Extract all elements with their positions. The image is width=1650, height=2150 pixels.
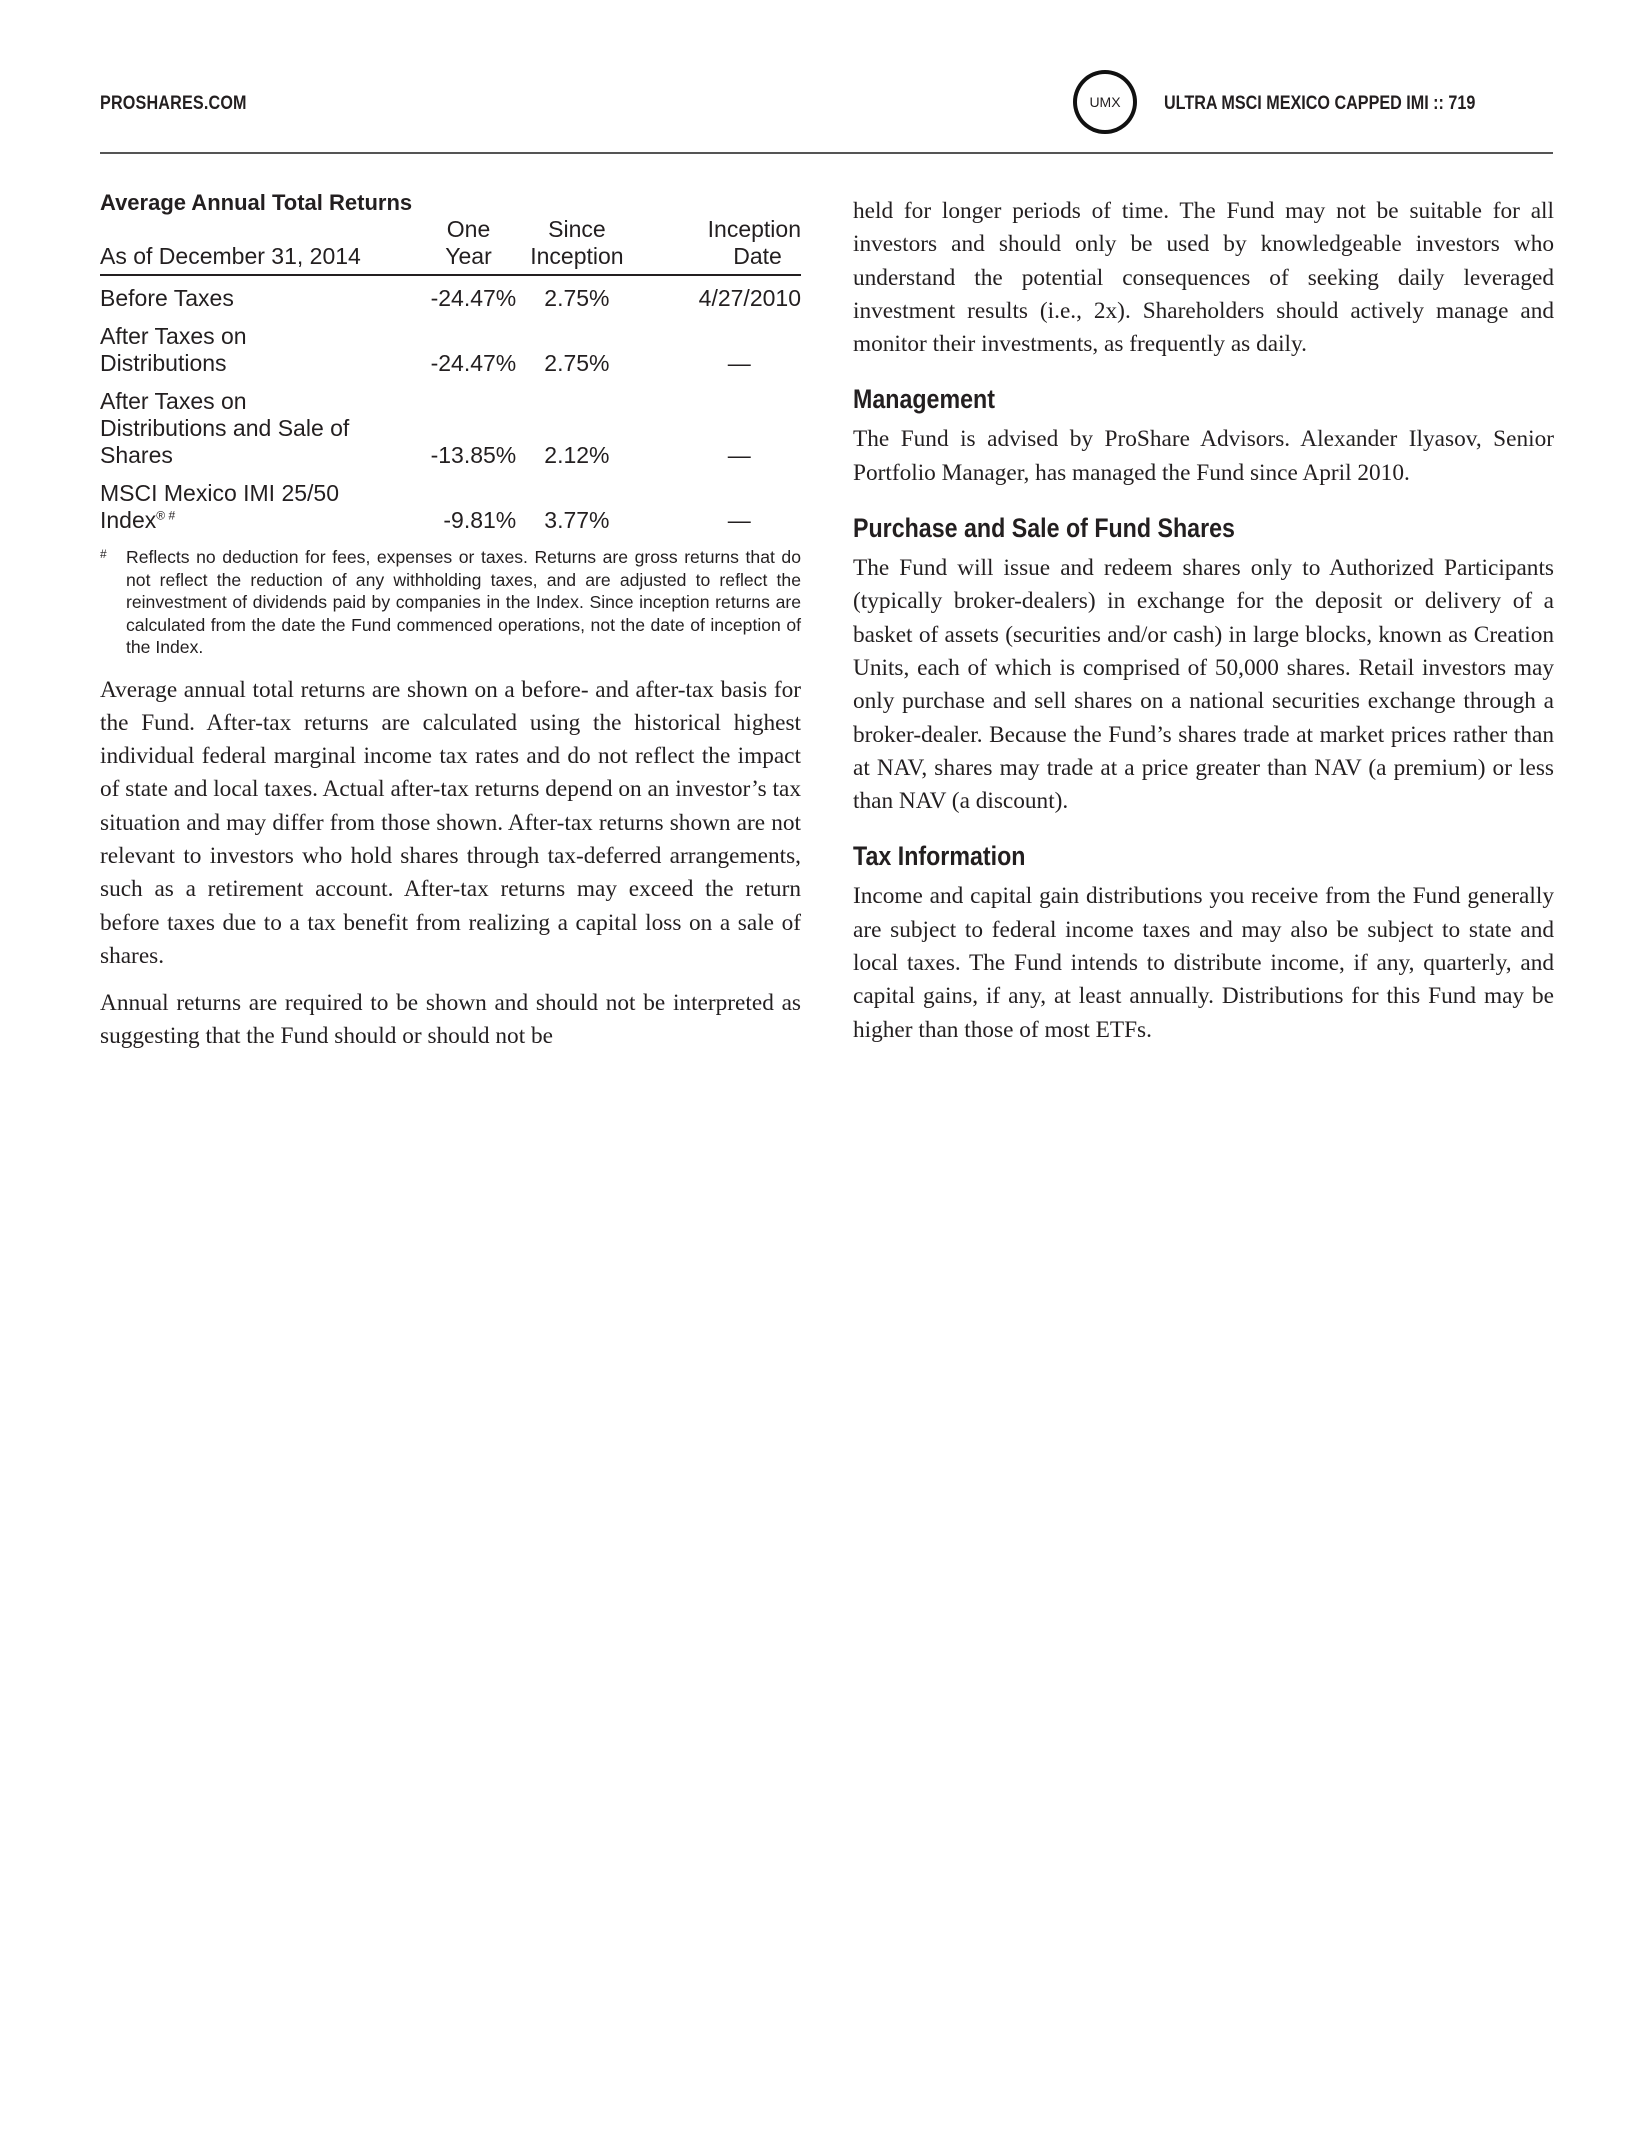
since-inception-header: Since Inception: [516, 216, 637, 275]
one-year-value: -24.47%: [430, 285, 517, 311]
row-label: After Taxes on Distributions: [100, 323, 247, 376]
table-header-row: [100, 216, 801, 275]
right-column: [853, 195, 1554, 1047]
index-marks: ® #: [156, 508, 176, 523]
footnote-mark: #: [100, 547, 107, 561]
inception-date-value: —: [727, 442, 751, 468]
tax-information-heading: Tax Information: [853, 841, 1026, 872]
management-paragraph: The Fund is advised by ProShare Advisors. Alexander Ilyasov, Senior Portfolio Manager, has managed the Fund since April 2010.: [853, 426, 1554, 486]
one-year-header: One Year: [391, 216, 516, 275]
row-label: After Taxes on Distributions and Sale of Shares: [100, 388, 350, 468]
table-row: [100, 312, 801, 377]
row-label: MSCI Mexico IMI 25/50 Index® #: [100, 480, 340, 533]
one-year-value: -24.47%: [430, 350, 517, 376]
left-column: [100, 190, 801, 1054]
purchase-sale-paragraph: The Fund will issue and redeem shares only to Authorized Participants (typically broker-dealers) in exchange for the deposit or delivery of a basket of assets (securities and/or cash) in large blocks, known as Creation Units, each of which is comprised of 50,000 shares. Retail investors may only purchase and sell shares on a national securities exchange through a broker-dealer. Because the Fund’s shares trade at market prices rather than at NAV, shares may trade at a price greater than NAV (a premium) or less than NAV (a discount).: [853, 555, 1554, 815]
table-footnote: [100, 546, 801, 659]
ticker-badge: [1073, 70, 1137, 134]
returns-table: [100, 216, 801, 534]
ticker-badge-label: UMX: [1077, 74, 1133, 130]
management-heading: Management: [853, 384, 995, 415]
inception-date-header: Inception Date: [638, 216, 801, 275]
table-title: Average Annual Total Returns: [100, 190, 413, 215]
row-label: Before Taxes: [100, 285, 234, 311]
since-inception-value: 3.77%: [544, 507, 610, 533]
since-inception-value: 2.75%: [544, 350, 610, 376]
as-of-header: As of December 31, 2014: [100, 216, 391, 275]
one-year-value: -9.81%: [443, 507, 517, 533]
since-inception-value: 2.75%: [544, 285, 610, 311]
title-separator: ::: [1433, 93, 1444, 114]
inception-date-value: —: [727, 350, 751, 376]
fund-title: ULTRA MSCI MEXICO CAPPED IMI: [1164, 93, 1429, 114]
footnote-text: Reflects no deduction for fees, expenses or taxes. Returns are gross returns that do not reflect the reduction of any withholding taxes, and are adjusted to reflect the reinvestment of dividends paid by companies in the Index. Since inception returns are calculated from the date the Fund commenced operations, not the date of inception of the Index.: [126, 547, 801, 657]
after-tax-paragraph: Average annual total returns are shown on a before- and after-tax basis for the Fund. After-tax returns are calculated using the historical highest individual federal marginal income tax rates and do not reflect the impact of state and local taxes. Actual after-tax returns depend on an investor’s tax situation and may differ from those shown. After-tax returns shown are not relevant to investors who hold shares through tax-deferred arrangements, such as a retirement account. After-tax returns may exceed the return before taxes due to a tax benefit from realizing a capital loss on a sale of shares.: [100, 676, 801, 969]
inception-date-value: —: [727, 507, 751, 533]
header-site-name: PROSHARES.COM: [100, 93, 247, 114]
purchase-sale-heading: Purchase and Sale of Fund Shares: [853, 513, 1235, 544]
tax-information-paragraph: Income and capital gain distributions you receive from the Fund generally are subject to federal income taxes and may also be subject to state and local taxes. The Fund intends to distribute income, if any, quarterly, and capital gains, if any, at least annually. Distributions for this Fund may be higher than those of most ETFs.: [853, 883, 1554, 1043]
since-inception-value: 2.12%: [544, 442, 610, 468]
one-year-value: -13.85%: [430, 442, 517, 468]
table-row: [100, 377, 801, 469]
annual-returns-paragraph: Annual returns are required to be shown and should not be interpreted as suggesting that the Fund should or should not be: [100, 990, 801, 1050]
table-row: [100, 275, 801, 312]
returns-table-block: [100, 190, 801, 659]
table-row: [100, 469, 801, 534]
header-rule: [100, 152, 1553, 154]
inception-date-value: 4/27/2010: [698, 285, 801, 311]
continuation-paragraph: held for longer periods of time. The Fund may not be suitable for all investors and should only be used by knowledgeable investors who understand the potential consequences of seeking daily leveraged investment results (i.e., 2x). Shareholders should actively manage and monitor their investments, as frequently as daily.: [853, 198, 1554, 358]
header-fund-title: [1164, 93, 1475, 115]
page-number: 719: [1448, 93, 1476, 114]
